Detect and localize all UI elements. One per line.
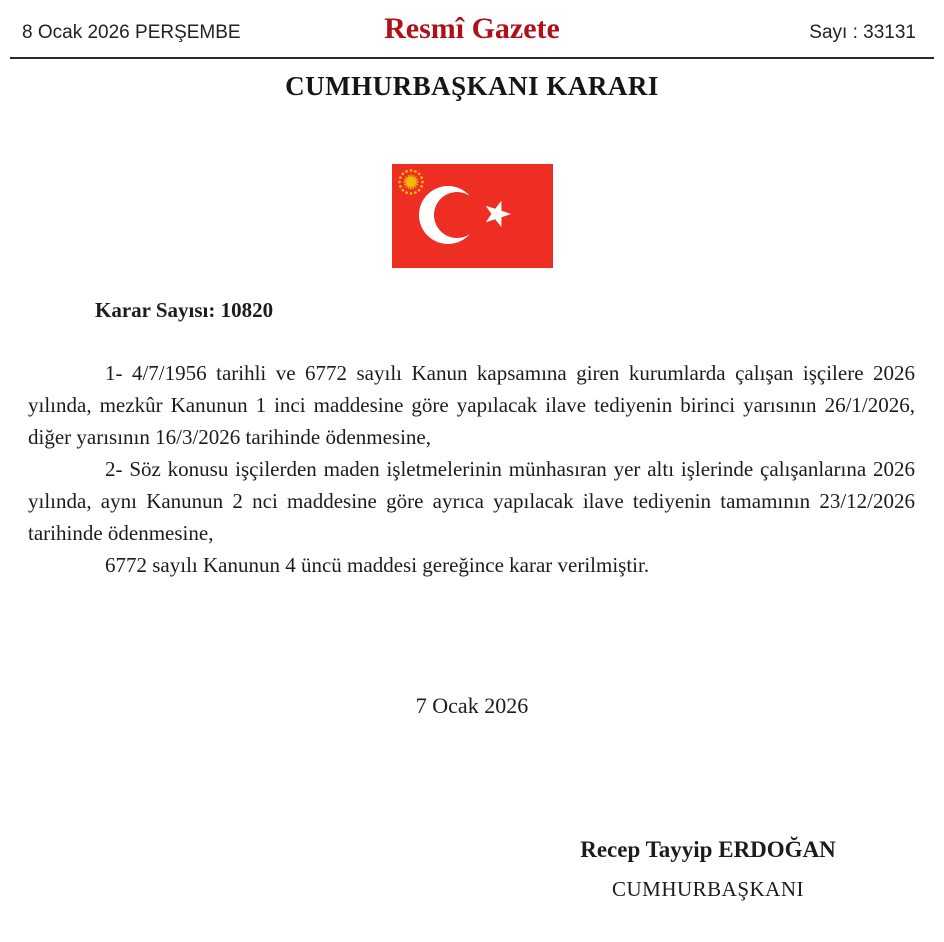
decree-body [28, 357, 915, 581]
gazette-header [0, 0, 944, 57]
page-title: CUMHURBAŞKANI KARARI [285, 71, 659, 101]
signature-title: CUMHURBAŞKANI [611, 877, 805, 901]
decree-paragraph-3: 6772 sayılı Kanunun 4 üncü maddesi gereğince karar verilmiştir. [105, 553, 650, 577]
decision-date: 7 Ocak 2026 [415, 693, 529, 718]
decree-paragraph-1: 1- 4/7/1956 tarihli ve 6772 sayılı Kanun kapsamına giren kurumlarda çalışan işçilere 2026 yılında, mezkûr Kanunun 1 inci maddesine göre yapılacak ilave tediyenin birinci yarısının 26/1/2026, diğer yarısının 16/3/2026 tarihinde ödenmesine, [28, 361, 915, 449]
gazette-date: 8 Ocak 2026 PERŞEMBE [22, 22, 241, 43]
gazette-masthead: Resmî Gazete [384, 12, 560, 45]
header-divider [10, 57, 934, 59]
turkish-flag-image [392, 164, 553, 268]
signature-block [488, 837, 928, 902]
sun-emblem-core [405, 177, 415, 187]
turkish-presidential-flag [0, 164, 944, 268]
issue-number: Sayı : 33131 [809, 22, 916, 43]
decree-paragraph-2: 2- Söz konusu işçilerden maden işletmelerinin münhasıran yer altı işlerinde çalışanlarına 2026 yılında, aynı Kanunun 2 nci maddesine göre ayrıca yapılacak ilave tediyenin tamamının 23/12/2026 tarihinde ödenmesine, [28, 457, 915, 545]
signature-name: Recep Tayyip ERDOĞAN [580, 837, 836, 862]
crescent-inner [434, 192, 480, 238]
decree-number: Karar Sayısı: 10820 [95, 298, 274, 322]
